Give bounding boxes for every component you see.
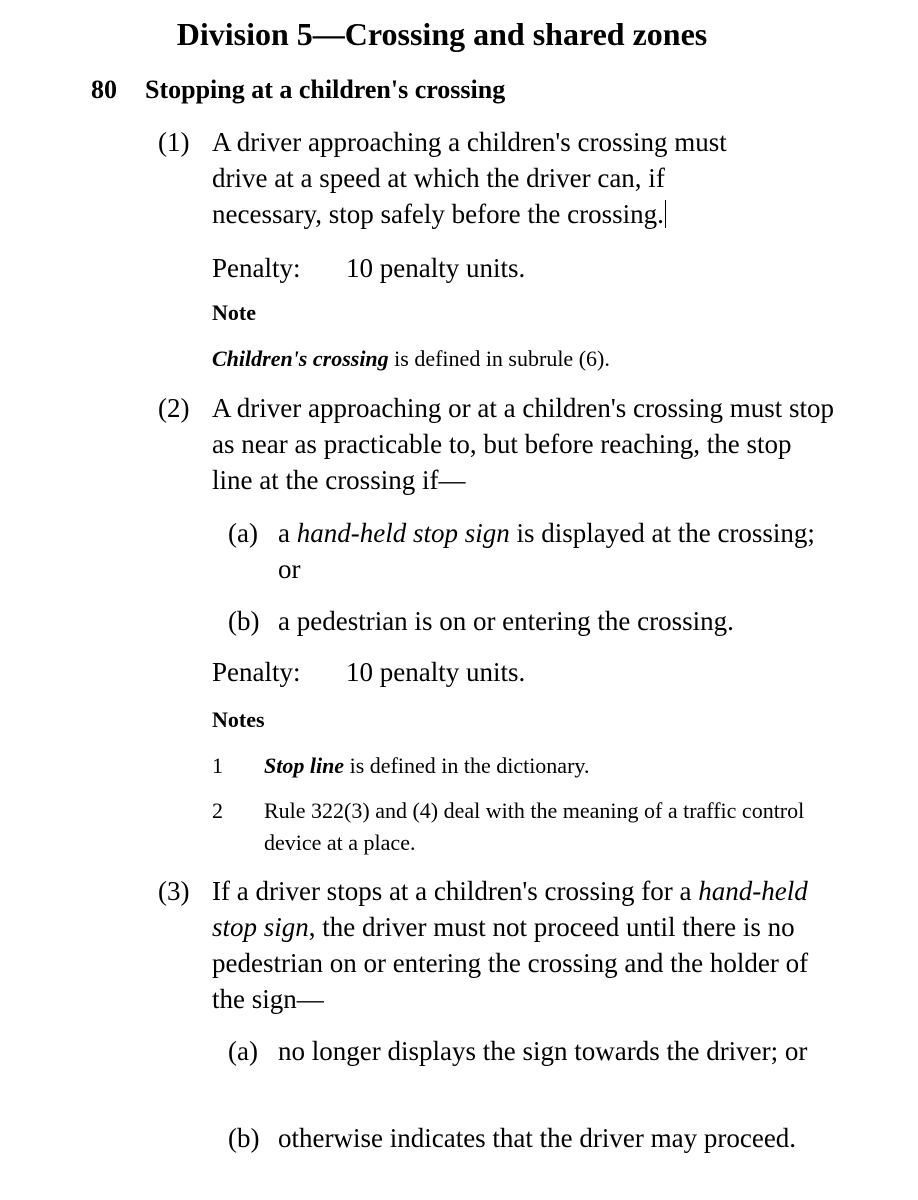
penalty-value: 10 penalty units. [346, 253, 526, 283]
subrule-1 [158, 124, 758, 232]
defined-term: hand-held stop sign [296, 518, 510, 548]
note-heading: Note [212, 300, 256, 325]
paragraph-text-end: is displayed at the crossing; or [278, 518, 815, 584]
note-number: 2 [212, 798, 223, 823]
rule-number: 80 [91, 75, 117, 104]
paragraph-letter: (b) [228, 606, 260, 636]
subrule-number: (3) [158, 876, 190, 906]
note-rest: is defined in the dictionary. [344, 753, 590, 778]
division-heading: Division 5—Crossing and shared zones [176, 16, 708, 52]
penalty-label: Penalty: [212, 253, 301, 283]
penalty-value: 10 penalty units. [346, 657, 526, 687]
defined-term: hand-held stop sign [212, 876, 808, 942]
subrule-text-start: If a driver stops at a children's crossing for a [212, 876, 699, 906]
subrule-1-text: A driver approaching a children's crossing must drive at a speed at which the driver can, if necessary, stop safely before the crossing. [212, 127, 727, 229]
subrule-2 [158, 390, 838, 498]
rule-title: Stopping at a children's crossing [145, 75, 506, 104]
note-item-text [264, 750, 852, 782]
penalty-2 [212, 654, 525, 690]
subrule-3 [158, 873, 838, 1017]
subrule-number: (1) [158, 127, 190, 157]
paragraph-2b [228, 603, 868, 639]
penalty-1 [212, 250, 525, 286]
penalty-label: Penalty: [212, 657, 301, 687]
note-item-2 [212, 795, 842, 859]
notes-heading: Notes [212, 707, 265, 732]
paragraph-2a [228, 515, 828, 587]
paragraph-text-start: a [278, 518, 297, 548]
note-rest: is defined in subrule (6). [388, 346, 610, 371]
rule-heading [91, 72, 505, 108]
note-defined-term: Stop line [264, 753, 345, 778]
subrule-2-text: A driver approaching or at a children's crossing must stop as near as practicable to, but before reaching, the stop line at the crossing if— [212, 393, 834, 495]
subrule-3-text [212, 873, 838, 1017]
note-item-1 [212, 750, 852, 782]
paragraph-text [278, 515, 828, 587]
paragraph-letter: (a) [228, 1036, 258, 1066]
note-defined-term: Children's crossing [212, 346, 389, 371]
note-text [212, 344, 610, 374]
paragraph-text: otherwise indicates that the driver may proceed. [278, 1123, 797, 1153]
note-number: 1 [212, 753, 223, 778]
paragraph-3b [228, 1120, 808, 1156]
note-item-text: Rule 322(3) and (4) deal with the meaning of a traffic control device at a place. [264, 798, 805, 855]
subrule-text [212, 124, 758, 232]
paragraph-letter: (b) [228, 1123, 260, 1153]
paragraph-text: no longer displays the sign towards the driver; or [278, 1036, 808, 1066]
paragraph-text: a pedestrian is on or entering the crossing. [278, 606, 734, 636]
subrule-number: (2) [158, 393, 190, 423]
paragraph-letter: (a) [228, 518, 258, 548]
paragraph-3a [228, 1033, 808, 1069]
subrule-text-end: , the driver must not proceed until there is no pedestrian on or entering the crossing and the holder of the sign— [212, 912, 809, 1014]
text-cursor [665, 200, 666, 228]
